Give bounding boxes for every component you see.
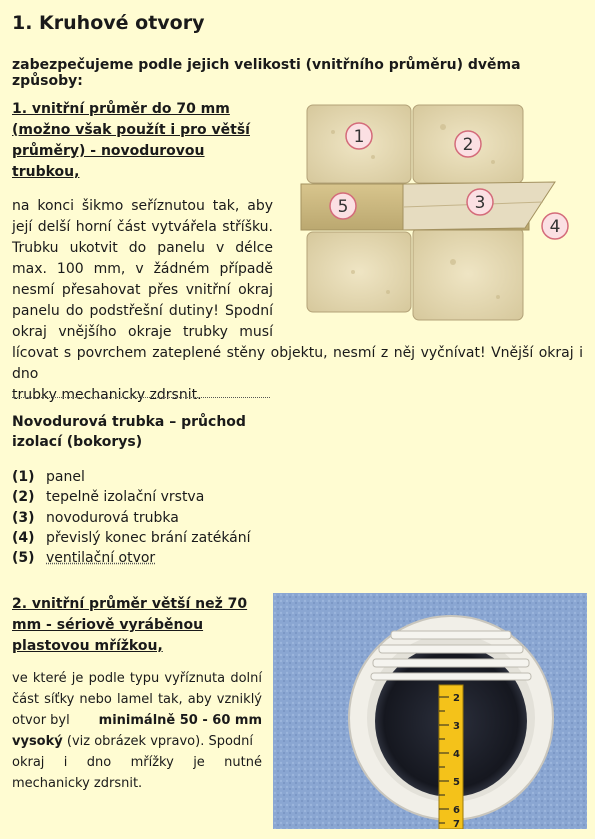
tape-mark: 5 — [453, 777, 460, 788]
panel-block — [413, 228, 523, 320]
method1-text-line: okraj vnějšího okraje trubky musí — [12, 324, 273, 340]
legend-item — [12, 528, 251, 548]
method1-text-line: trubky mechanicky zdrsnit. — [12, 387, 202, 403]
tape-mark: 7 — [453, 819, 460, 829]
legend-number: (2) — [12, 489, 35, 506]
legend-number: (3) — [12, 509, 35, 526]
method2-heading-line: 2. vnitřní průměr větší než 70 — [12, 596, 248, 612]
vent-grille-photo — [273, 593, 587, 829]
method1-heading-line: (možno však použít i pro větší — [12, 122, 250, 138]
method1-text-line: max. 100 mm, v žádném případě — [12, 261, 273, 277]
legend-item — [12, 508, 251, 528]
text-fragment: otvor byl — [12, 713, 70, 728]
method1-heading-line: 1. vnitřní průměr do 70 mm — [12, 101, 230, 117]
legend-number: (1) — [12, 469, 35, 485]
legend-item — [12, 487, 251, 507]
figure1-caption-line: izolací (bokorys) — [12, 434, 143, 450]
method1-text-line: panelu do podstřešní dutiny! Spodní — [12, 303, 273, 319]
text-fragment: (viz obrázek vpravo). Spodní — [62, 734, 254, 749]
tape-mark: 3 — [453, 721, 460, 732]
method1-heading-line: trubkou, — [12, 164, 80, 180]
section-title: 1. Kruhové otvory — [12, 12, 205, 34]
intro-text: zabezpečujeme podle jejich velikosti (vnitřního průměru) dvěma způsoby: — [12, 57, 521, 89]
method2-text-line: mechanicky zdrsnit. — [12, 776, 143, 791]
method2-heading — [12, 594, 247, 657]
method2-text-line: okraj i dno mřížky je nutné — [12, 755, 262, 770]
method2-heading-line: mm - sériově vyráběnou — [12, 617, 204, 633]
tape-mark: 4 — [453, 749, 460, 760]
panel-block — [307, 232, 411, 312]
legend-label: převislý konec brání zatékání — [46, 529, 251, 546]
text-emphasis: vysoký — [12, 734, 63, 749]
method1-text-line: její delší horní část vytvářela stříšku. — [12, 219, 273, 235]
method2-heading-line: plastovou mřížkou, — [12, 638, 163, 654]
legend-number: (5) — [12, 550, 35, 567]
marker-label: 1 — [353, 127, 365, 147]
tape-mark: 6 — [453, 805, 460, 816]
legend-item — [12, 548, 251, 568]
method1-text-line: nesmí přesahovat přes vnitřní okraj — [12, 282, 273, 298]
method1-text-line: Trubku ukotvit do panelu v délce — [12, 240, 273, 256]
figure1-caption-line: Novodurová trubka – průchod — [12, 414, 246, 430]
method1-heading-line: průměry) - novodurovou — [12, 143, 205, 159]
legend-label[interactable]: ventilační otvor — [46, 550, 156, 567]
legend-label: tepelně izolační vrstva — [46, 489, 205, 506]
legend-label: panel — [46, 469, 85, 485]
section-divider — [12, 397, 270, 398]
legend-label: novodurová trubka — [46, 509, 179, 526]
measuring-tape — [439, 685, 463, 829]
figure1-caption — [12, 412, 257, 452]
method2-text-line: část síťky nebo lamel tak, aby vzniklý — [12, 692, 262, 707]
method1-text-line: na konci šikmo seříznutou tak, aby — [12, 198, 273, 214]
pipe-diagram-image — [293, 102, 583, 340]
tape-mark: 2 — [453, 693, 460, 704]
marker-label: 4 — [549, 217, 561, 237]
legend-item — [12, 467, 251, 487]
figure1-legend — [12, 467, 251, 568]
marker-label: 3 — [474, 193, 486, 213]
marker-label: 5 — [337, 197, 349, 217]
method2-text-line — [12, 731, 262, 752]
method2-text-line — [12, 710, 262, 731]
method1-heading — [12, 99, 250, 183]
legend-number: (4) — [12, 529, 35, 546]
marker-label: 2 — [462, 135, 474, 155]
method1-text — [12, 196, 273, 343]
text-emphasis: minimálně 50 - 60 mm — [98, 713, 262, 728]
method1-text-line: lícovat s povrchem zateplené stěny objektu, nesmí z něj vyčnívat! Vnější okraj i dno — [12, 345, 583, 382]
method2-text — [12, 668, 262, 794]
method2-text-line: ve které je podle typu vyříznuta dolní — [12, 671, 262, 686]
